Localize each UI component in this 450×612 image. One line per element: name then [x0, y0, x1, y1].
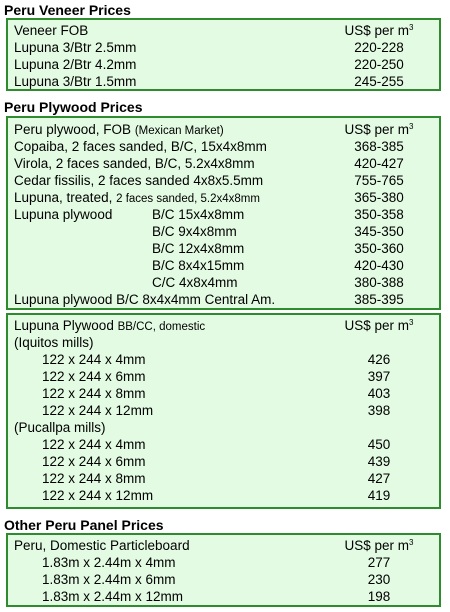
table-row — [8, 257, 439, 274]
domestic-table — [6, 313, 441, 509]
size-label: 122 x 244 x 6mm — [42, 454, 146, 469]
veneer-header-unit: US$ per $m^3$ — [344, 23, 414, 38]
size-label: 122 x 244 x 6mm — [42, 369, 146, 384]
table-row — [8, 351, 439, 368]
price-value: 450 — [367, 437, 391, 452]
veneer-header-label: Veneer FOB — [14, 23, 89, 38]
plywood-header-row — [8, 121, 439, 138]
price-value: 385-395 — [354, 292, 404, 307]
price-value: 439 — [367, 454, 391, 469]
table-row — [8, 138, 439, 155]
table-row — [8, 189, 439, 206]
table-row — [8, 436, 439, 453]
table-row — [8, 206, 439, 223]
grade-label: C/C 4x8x4mm — [152, 275, 238, 290]
price-value: 198 — [367, 589, 391, 604]
group-label-iquitos — [8, 334, 439, 351]
price-value: 220-228 — [354, 40, 404, 55]
domestic-header-unit: US$ per $m^3$ — [344, 318, 414, 333]
table-row — [8, 487, 439, 504]
panel-title: Other Peru Panel Prices — [4, 517, 164, 533]
price-value: 398 — [367, 403, 391, 418]
size-label: 122 x 244 x 12mm — [42, 403, 154, 418]
price-value: 368-385 — [354, 139, 404, 154]
product-label: Cedar fissilis, 2 faces sanded 4x8x5.5mm — [14, 173, 264, 188]
table-row — [8, 588, 439, 605]
table-row — [8, 73, 439, 90]
plywood-header-label: Peru plywood, FOB (Mexican Market) — [14, 122, 224, 137]
table-row — [8, 39, 439, 56]
price-value: 365-380 — [354, 190, 404, 205]
domestic-header-row — [8, 317, 439, 334]
table-row — [8, 571, 439, 588]
product-label: Virola, 2 faces sanded, B/C, 5.2x4x8mm — [14, 156, 255, 171]
price-value: 350-358 — [354, 207, 404, 222]
product-label: Lupuna, treated, 2 faces sanded, 5.2x4x8mm — [14, 190, 260, 205]
grade-label: B/C 9x4x8mm — [152, 224, 237, 239]
plywood-header-unit: US$ per $m^3$ — [344, 122, 414, 137]
product-label: Lupuna 2/Btr 4.2mm — [14, 57, 137, 72]
veneer-table — [6, 18, 441, 91]
group-label: (Pucallpa mills) — [14, 420, 106, 435]
size-label: 122 x 244 x 8mm — [42, 471, 146, 486]
product-label: Lupuna 3/Btr 2.5mm — [14, 40, 137, 55]
table-row — [8, 56, 439, 73]
panel-table — [6, 533, 441, 607]
price-value: 403 — [367, 386, 391, 401]
table-row — [8, 554, 439, 571]
table-row — [8, 155, 439, 172]
table-row — [8, 368, 439, 385]
table-row — [8, 291, 439, 308]
price-value: 420-430 — [354, 258, 404, 273]
price-value: 245-255 — [354, 74, 404, 89]
price-value: 755-765 — [354, 173, 404, 188]
size-label: 1.83m x 2.44m x 6mm — [42, 572, 176, 587]
veneer-title: Peru Veneer Prices — [4, 2, 131, 18]
size-label: 122 x 244 x 4mm — [42, 352, 146, 367]
table-row — [8, 385, 439, 402]
table-row — [8, 470, 439, 487]
group-label-pucallpa — [8, 419, 439, 436]
table-row — [8, 274, 439, 291]
panel-header-row — [8, 537, 439, 554]
price-value: 380-388 — [354, 275, 404, 290]
size-label: 122 x 244 x 12mm — [42, 488, 154, 503]
price-value: 277 — [367, 555, 391, 570]
table-row — [8, 453, 439, 470]
grade-label: B/C 15x4x8mm — [152, 207, 245, 222]
price-value: 420-427 — [354, 156, 404, 171]
product-label: Lupuna plywood B/C 8x4x4mm Central Am. — [14, 292, 276, 307]
panel-header-unit: US$ per $m^3$ — [344, 538, 414, 553]
size-label: 1.83m x 2.44m x 4mm — [42, 555, 176, 570]
domestic-header-label: Lupuna Plywood BB/CC, domestic — [14, 318, 206, 333]
grade-label: B/C 12x4x8mm — [152, 241, 245, 256]
panel-header-label: Peru, Domestic Particleboard — [14, 538, 190, 553]
price-value: 419 — [367, 488, 391, 503]
grade-label: B/C 8x4x15mm — [152, 258, 245, 273]
size-label: 122 x 244 x 4mm — [42, 437, 146, 452]
veneer-header-row — [8, 22, 439, 39]
size-label: 122 x 244 x 8mm — [42, 386, 146, 401]
price-value: 427 — [367, 471, 391, 486]
price-value: 426 — [367, 352, 391, 367]
plywood-title: Peru Plywood Prices — [4, 99, 143, 115]
price-value: 230 — [367, 572, 391, 587]
size-label: 1.83m x 2.44m x 12mm — [42, 589, 184, 604]
table-row — [8, 402, 439, 419]
price-value: 220-250 — [354, 57, 404, 72]
table-row — [8, 223, 439, 240]
price-value: 397 — [367, 369, 391, 384]
price-value: 345-350 — [354, 224, 404, 239]
product-label: Lupuna 3/Btr 1.5mm — [14, 74, 137, 89]
product-label: Lupuna plywood — [14, 207, 113, 222]
group-label: (Iquitos mills) — [14, 335, 94, 350]
table-row — [8, 240, 439, 257]
price-value: 350-360 — [354, 241, 404, 256]
plywood-table — [6, 116, 441, 310]
table-row — [8, 172, 439, 189]
product-label: Copaiba, 2 faces sanded, B/C, 15x4x8mm — [14, 139, 267, 154]
